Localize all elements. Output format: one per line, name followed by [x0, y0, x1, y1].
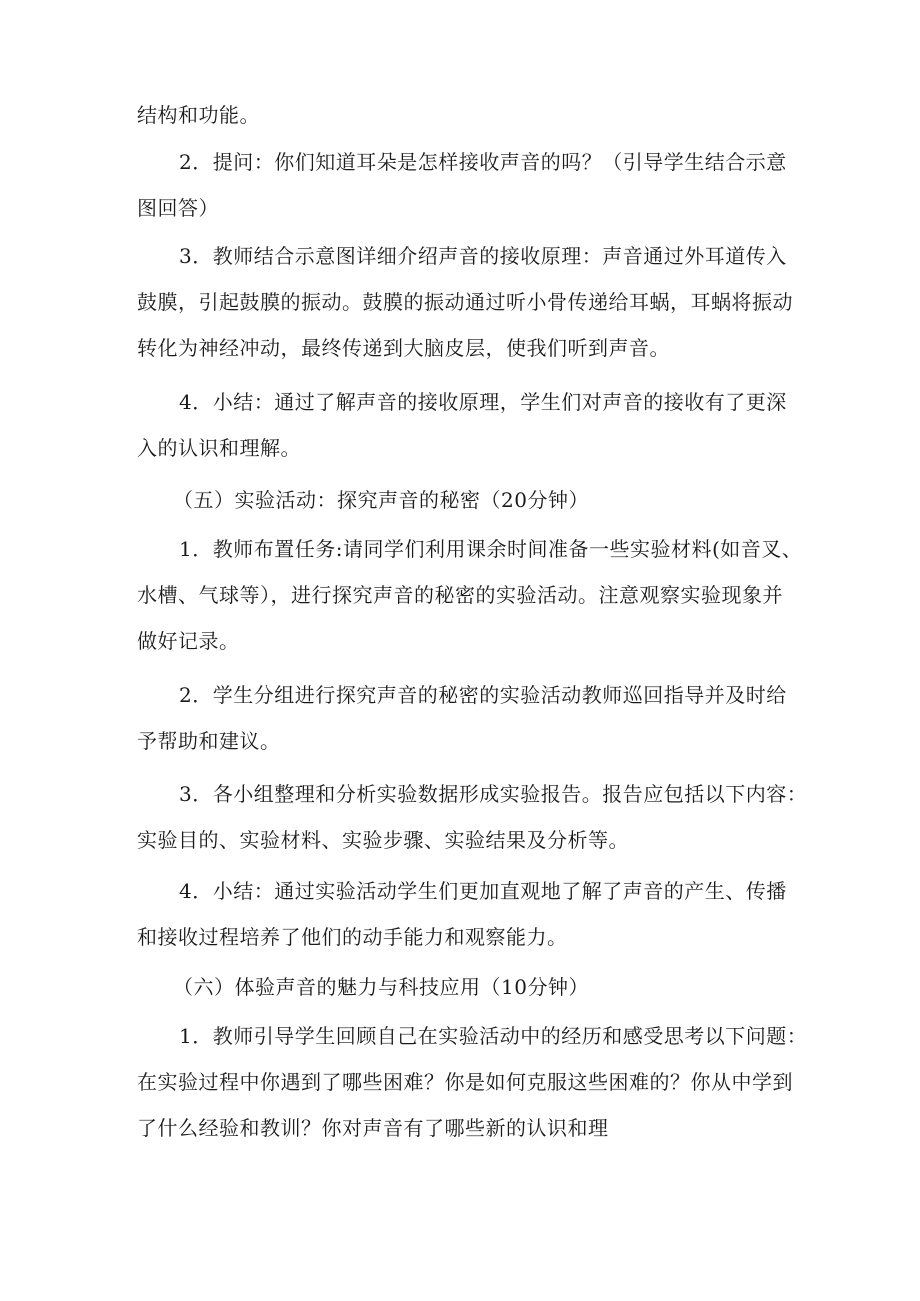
- text-line: 鼓膜，引起鼓膜的振动。鼓膜的振动通过听小骨传递给耳蜗，耳蜗将振动: [137, 290, 793, 314]
- heading-text: （六）体验声音的魅力与科技应用（10分钟）: [173, 975, 589, 999]
- section-heading-experience: [137, 964, 787, 1010]
- text-line: 1．教师布置任务:请同学们利用课余时间准备一些实验材料(如音叉、: [179, 537, 803, 561]
- text-line: 予帮助和建议。: [137, 729, 281, 753]
- text-line: 实验目的、实验材料、实验步骤、实验结果及分析等。: [137, 828, 629, 852]
- paragraph-group-activity: [137, 672, 787, 764]
- paragraph-teacher-task: [137, 526, 803, 664]
- text-line: 2．学生分组进行探究声音的秘密的实验活动教师巡回指导并及时给: [179, 683, 787, 707]
- heading-text: （五）实验活动：探究声音的秘密（20分钟）: [173, 488, 589, 512]
- paragraph-summary-experiment: [137, 868, 787, 960]
- text-line: 结构和功能。: [137, 103, 260, 127]
- text-line: 3．各小组整理和分析实验数据形成实验报告。报告应包括以下内容：: [179, 782, 808, 806]
- text-line: 4．小结：通过了解声音的接收原理，学生们对声音的接收有了更深: [179, 390, 787, 414]
- paragraph-question-ear: [137, 139, 787, 231]
- section-heading-experiment: [137, 477, 787, 523]
- text-line: 1．教师引导学生回顾自己在实验活动中的经历和感受思考以下问题：: [179, 1024, 808, 1048]
- text-line: 做好记录。: [137, 629, 240, 653]
- text-line: 在实验过程中你遇到了哪些困难？你是如何克服这些困难的？你从中学到: [137, 1070, 793, 1094]
- text-line: 图回答）: [137, 196, 219, 220]
- text-line: 转化为神经冲动，最终传递到大脑皮层，使我们听到声音。: [137, 336, 670, 360]
- text-line: 3．教师结合示意图详细介绍声音的接收原理：声音通过外耳道传入: [179, 244, 787, 268]
- paragraph-report: [137, 771, 808, 863]
- paragraph-reflection: [137, 1013, 808, 1151]
- text-line: 4．小结：通过实验活动学生们更加直观地了解了声音的产生、传播: [179, 879, 787, 903]
- paragraph-structure-function: [137, 92, 787, 138]
- text-line: 2．提问：你们知道耳朵是怎样接收声音的吗？（引导学生结合示意: [179, 150, 787, 174]
- paragraph-hearing-principle: [137, 233, 793, 371]
- text-line: 了什么经验和教训？你对声音有了哪些新的认识和理: [137, 1116, 609, 1140]
- paragraph-summary-hearing: [137, 379, 787, 471]
- text-line: 水槽、气球等），进行探究声音的秘密的实验活动。注意观察实验现象并: [137, 583, 783, 607]
- text-line: 入的认识和理解。: [137, 436, 301, 460]
- text-line: 和接收过程培养了他们的动手能力和观察能力。: [137, 925, 568, 949]
